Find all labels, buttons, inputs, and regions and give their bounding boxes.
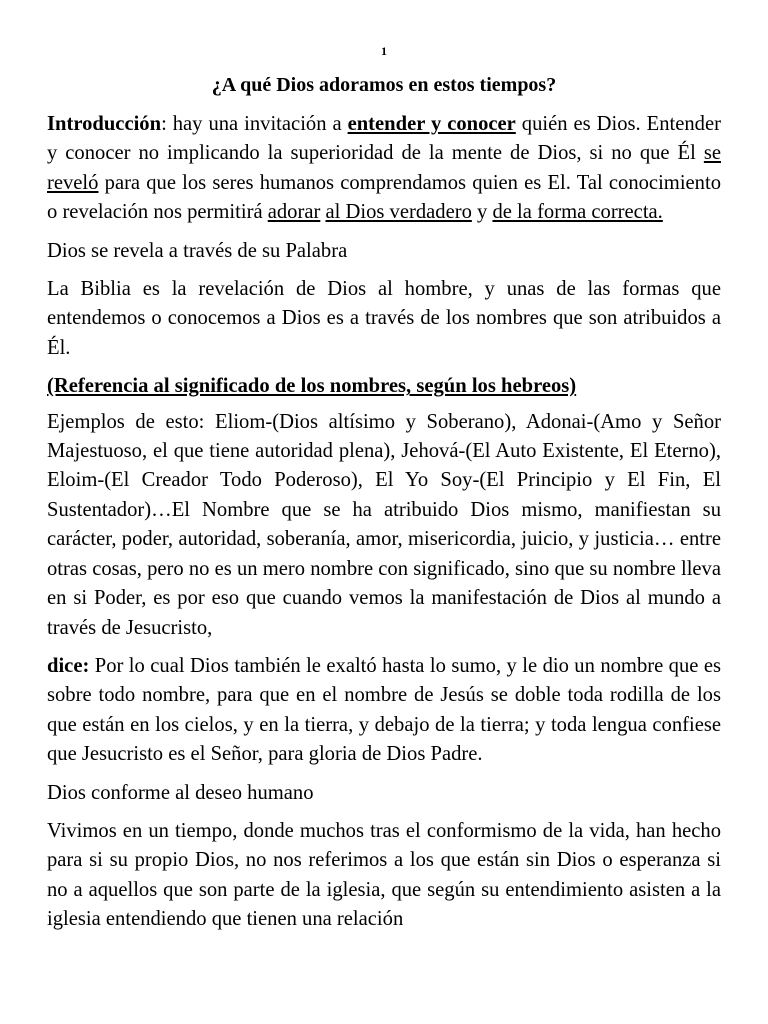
intro-underline-1: entender y conocer <box>347 113 516 135</box>
intro-underline-5: de la forma correcta. <box>492 201 663 224</box>
intro-text-1: : hay una invitación a <box>161 113 348 135</box>
intro-text-5: y <box>471 201 493 224</box>
page-number: 1 <box>381 44 387 58</box>
paragraph-ejemplos: Ejemplos de esto: Eliom-(Dios altísimo y Soberano), Adonai-(Amo y Señor Majestuoso, el que tiene autoridad plena), Jehová-(El Auto Existente, El Eterno), Eloim-(El Creador Todo Poderoso), El Yo Soy-(El Principio y El Fin, El Sustentador)…El Nombre que se ha atribuido Dios mismo, manifiestan su carácter, poder, autoridad, soberanía, amor, misericordia, juicio, y justicia… entre otras cosas, pero no es un mero nombre con significado, sino que su nombre lleva en si Poder, es por eso que cuando vemos la manifestación de Dios al mundo a través de Jesucristo, <box>47 410 721 639</box>
intro-underline-3: adorar <box>267 201 321 224</box>
intro-paragraph <box>47 110 721 228</box>
heading-deseo: Dios conforme al deseo humano <box>47 781 314 804</box>
intro-underline-2: se reveló <box>47 142 721 194</box>
paragraph-biblia: La Biblia es la revelación de Dios al hombre, y unas de las formas que entendemos o conocemos a Dios es a través de los nombres que son atribuidos a Él. <box>47 278 721 359</box>
document-title: ¿A qué Dios adoramos en estos tiempos? <box>211 74 557 96</box>
paragraph-vivimos: Vivimos en un tiempo, donde muchos tras el conformismo de la vida, han hecho para si su propio Dios, no nos referimos a los que están sin Dios o esperanza si no a aquellos que son parte de la iglesia, que según su entendimiento asisten a la iglesia entendiendo que tienen una relación <box>47 819 721 931</box>
intro-underline-4: al Dios verdadero <box>325 201 472 224</box>
intro-text-3: para que los seres humanos comprendamos quien es El. Tal conocimiento o revelación nos permitirá <box>47 171 721 224</box>
dice-label: dice: <box>47 654 90 677</box>
intro-label: Introducción <box>47 113 162 135</box>
dice-text: Por lo cual Dios también le exaltó hasta lo sumo, y le dio un nombre que es sobre todo nombre, para que en el nombre de Jesús se doble toda rodilla de los que están en los cielos, y en la tierra, y debajo de la tierra; y toda lengua confiese que Jesucristo es el Señor, para gloria de Dios Padre. <box>47 654 721 766</box>
document-body <box>47 110 721 944</box>
heading-referencia: (Referencia al significado de los nombres, según los hebreos) <box>47 375 577 398</box>
intro-text-2: quién es Dios. Entender y conocer no implicando la superioridad de la mente de Dios, si no que Él <box>47 113 721 165</box>
paragraph-dice <box>47 652 721 770</box>
heading-palabra: Dios se revela a través de su Palabra <box>47 239 348 262</box>
